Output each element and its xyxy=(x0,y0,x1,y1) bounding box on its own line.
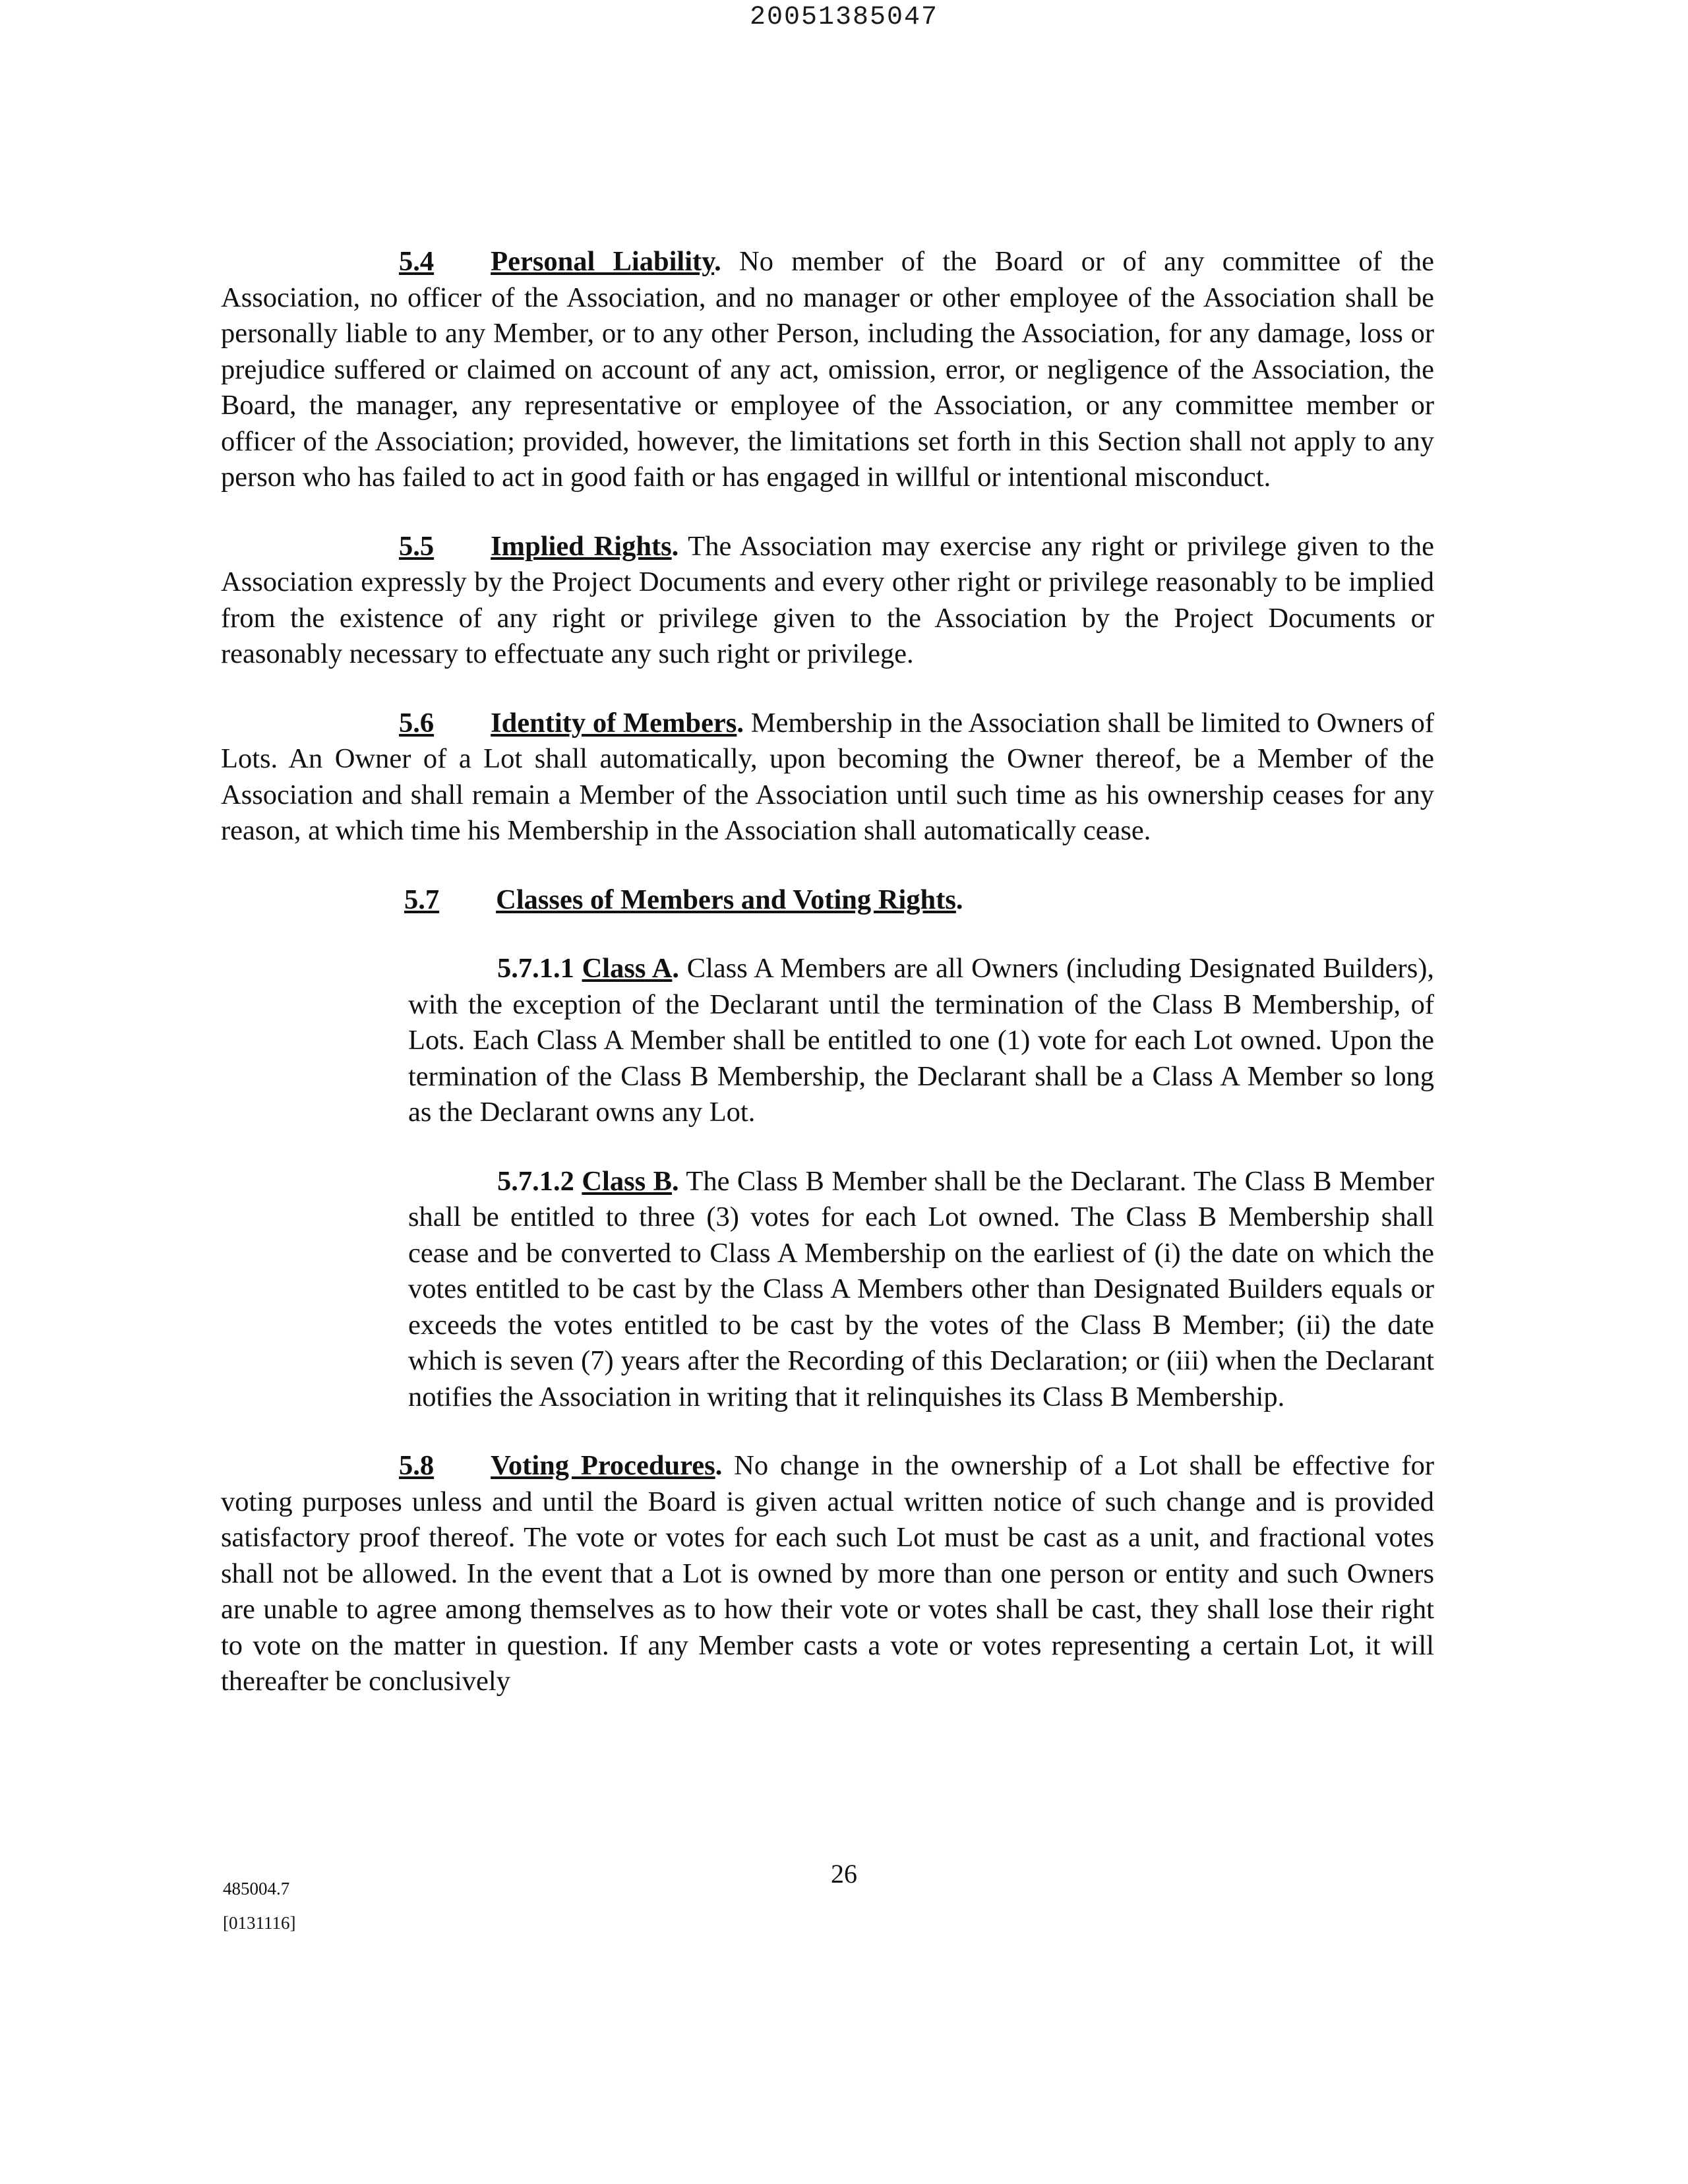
section-number: 5.4 xyxy=(399,246,435,277)
section-5-7-1-2: 5.7.1.2 Class B. The Class B Member shall be the Declarant. The Class B Member shall be entitled to three (3) votes for each Lot owned. The Class B Membership shall cease and be converted to Class A Membership on the earliest of (i) the date on which the votes entitled to be cast by the Class A Members other than Designated Builders equals or exceeds the votes entitled to be cast by the votes of the Class B Member; (ii) the date which is seven (7) years after the Recording of this Declaration; or (iii) when the Declarant notifies the Association in writing that it relinquishes its Class B Membership. xyxy=(408,1165,1434,1412)
subsection-number: 5.7.1.2 xyxy=(497,1165,574,1197)
section-text: Membership in the Association shall be limited to Owners of Lots. An Owner of a Lot shall automatically, upon becoming the Owner thereof, be a Member of the Association and shall remain a Member of the Association until such time as his ownership ceases for any reason, at which time his Membership in the Association shall automatically cease. xyxy=(221,707,1434,846)
section-text: No change in the ownership of a Lot shall be effective for voting purposes unless and until the Board is given actual written notice of such change and is provided satisfactory proof thereof. The vote or votes for each such Lot must be cast as a unit, and fractional votes shall not be allowed. In the event that a Lot is owned by more than one person or entity and such Owners are unable to agree among themselves as to how their vote or votes shall be cast, they shall lose their right to vote on the matter in question. If any Member casts a vote or votes representing a certain Lot, it will thereafter be conclusively xyxy=(221,1450,1434,1697)
section-number: 5.8 xyxy=(399,1450,435,1481)
section-5-4: 5.4 Personal Liability. No member of the Board or of any committee of the Association, no officer of the Association, and no manager or other employee of the Association shall be personally liable to any Member, or to any other Person, including the Association, for any damage, loss or prejudice suffered or claimed on account of any act, omission, error, or negligence of the Association, the Board, the manager, any representative or employee of the Association, or any committee member or officer of the Association; provided, however, the limitations set forth in this Section shall not apply to any person who has failed to act in good faith or has engaged in willful or intentional misconduct. xyxy=(221,246,1435,493)
section-5-7: 5.7 Classes of Members and Voting Rights. xyxy=(404,884,963,915)
subsection-title: Class B xyxy=(582,1165,673,1197)
section-text: No member of the Board or of any committee of the Association, no officer of the Association, and no manager or other employee of the Association shall be personally liable to any Member, or to any other Person, including the Association, for any damage, loss or prejudice suffered or claimed on account of any act, omission, error, or negligence of the Association, the Board, the manager, any representative or employee of the Association, or any committee member or officer of the Association; provided, however, the limitations set forth in this Section shall not apply to any person who has failed to act in good faith or has engaged in willful or intentional misconduct. xyxy=(221,246,1435,493)
section-5-8: 5.8 Voting Procedures. No change in the ownership of a Lot shall be effective for voting purposes unless and until the Board is given actual written notice of such change and is provided satisfactory proof thereof. The vote or votes for each such Lot must be cast as a unit, and fractional votes shall not be allowed. In the event that a Lot is owned by more than one person or entity and such Owners are unable to agree among themselves as to how their vote or votes shall be cast, they shall lose their right to vote on the matter in question. If any Member casts a vote or votes representing a certain Lot, it will thereafter be conclusively xyxy=(221,1450,1434,1697)
section-title: Identity of Members xyxy=(491,707,737,739)
document-body xyxy=(221,244,1434,1733)
document-number: 20051385047 xyxy=(749,3,939,32)
section-5-5: 5.5 Implied Rights. The Association may exercise any right or privilege given to the Association expressly by the Project Documents and every other right or privilege reasonably to be implied from the existence of any right or privilege given to the Association by the Project Documents or reasonably necessary to effectuate any such right or privilege. xyxy=(221,530,1435,669)
subsection-text: The Class B Member shall be the Declarant. The Class B Member shall be entitled to three (3) votes for each Lot owned. The Class B Membership shall cease and be converted to Class A Membership on the earliest of (i) the date on which the votes entitled to be cast by the Class A Members other than Designated Builders equals or exceeds the votes entitled to be cast by the votes of the Class B Member; (ii) the date which is seven (7) years after the Recording of this Declaration; or (iii) when the Declarant notifies the Association in writing that it relinquishes its Class B Membership. xyxy=(408,1165,1434,1412)
doc-ref-number: 485004.7 xyxy=(223,1879,290,1898)
section-number: 5.7 xyxy=(404,884,440,915)
subsection-title: Class A xyxy=(582,953,673,984)
page-footer xyxy=(0,1858,1688,1937)
page-number: 26 xyxy=(831,1859,857,1889)
section-5-7-1-1: 5.7.1.1 Class A. Class A Members are all Owners (including Designated Builders), with the exception of the Declarant until the termination of the Class B Membership, of Lots. Each Class A Member shall be entitled to one (1) vote for each Lot owned. Upon the termination of the Class B Membership, the Declarant shall be a Class A Member so long as the Declarant owns any Lot. xyxy=(408,953,1435,1128)
section-number: 5.6 xyxy=(399,707,435,739)
section-text: The Association may exercise any right or privilege given to the Association expressly by the Project Documents and every other right or privilege reasonably to be implied from the existence of any right or privilege given to the Association by the Project Documents or reasonably necessary to effectuate any such right or privilege. xyxy=(221,530,1435,669)
subsection-number: 5.7.1.1 xyxy=(497,953,574,984)
section-5-6: 5.6 Identity of Members. Membership in the Association shall be limited to Owners of Lots. An Owner of a Lot shall automatically, upon becoming the Owner thereof, be a Member of the Association and shall remain a Member of the Association until such time as his ownership ceases for any reason, at which time his Membership in the Association shall automatically cease. xyxy=(221,707,1434,846)
subsection-text: Class A Members are all Owners (including Designated Builders), with the exception of the Declarant until the termination of the Class B Membership, of Lots. Each Class A Member shall be entitled to one (1) vote for each Lot owned. Upon the termination of the Class B Membership, the Declarant shall be a Class A Member so long as the Declarant owns any Lot. xyxy=(408,953,1435,1128)
section-title: Voting Procedures xyxy=(491,1450,715,1481)
section-title: Implied Rights xyxy=(491,530,672,562)
section-number: 5.5 xyxy=(399,530,435,562)
document-reference xyxy=(223,1871,295,1940)
section-title: Personal Liability xyxy=(491,246,715,277)
client-ref-number: [0131116] xyxy=(223,1913,296,1933)
section-title: Classes of Members and Voting Rights xyxy=(496,884,956,915)
